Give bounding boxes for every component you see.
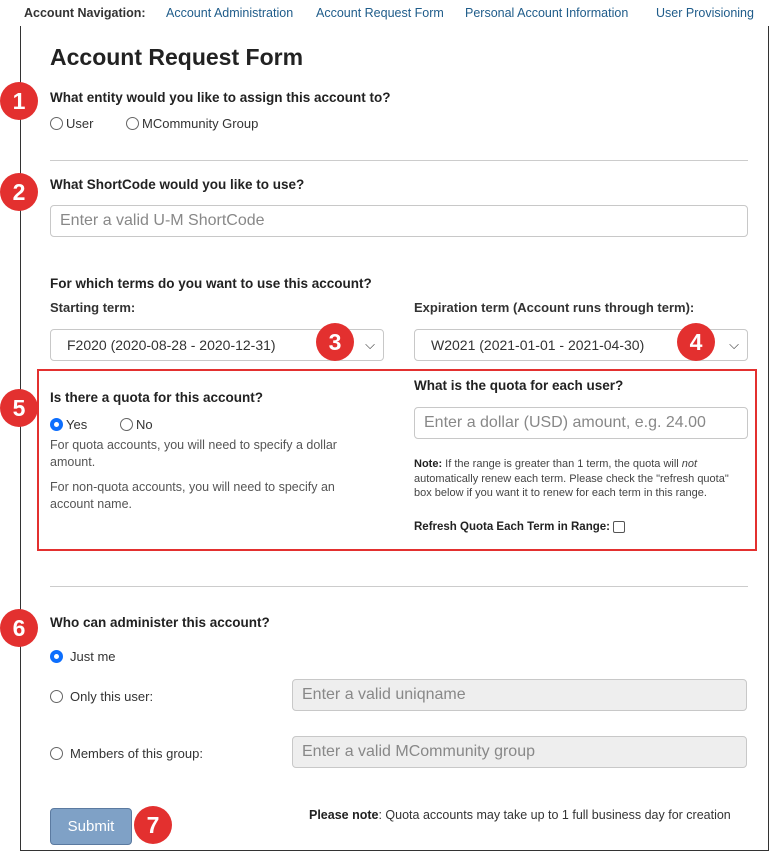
note-label: Note: (414, 458, 443, 470)
refresh-quota-field[interactable] (414, 521, 625, 533)
quota-radio-no[interactable] (120, 417, 153, 432)
entity-option-user-label: User (66, 116, 94, 131)
footnote-label: Please note (309, 808, 379, 822)
radio-circle[interactable] (120, 418, 133, 431)
quota-option-yes-label: Yes (66, 417, 88, 432)
expiration-term-label: Expiration term (Account runs through term): (414, 300, 695, 315)
nav-title: Account Navigation: (24, 6, 146, 20)
chevron-down-icon: ⌵ (365, 337, 375, 352)
quota-option-no-label: No (136, 417, 153, 432)
admin-radio-just-me[interactable] (50, 649, 116, 664)
radio-circle[interactable] (50, 690, 63, 703)
divider (50, 160, 748, 161)
footnote-text: : Quota accounts may take up to 1 full business day for creation (378, 808, 731, 822)
radio-circle[interactable] (126, 117, 139, 130)
admin-just-me-label: Just me (70, 649, 116, 664)
step-badge-3: 3 (316, 323, 354, 361)
entity-radio-mcommunity-group[interactable] (126, 116, 258, 131)
step-badge-2: 2 (0, 173, 38, 211)
radio-circle[interactable] (50, 117, 63, 130)
shortcode-question: What ShortCode would you like to use? (50, 177, 305, 192)
creation-note (309, 808, 731, 822)
starting-term-value: F2020 (2020-08-28 - 2020-12-31) (67, 337, 276, 353)
quota-amount-input[interactable]: Enter a dollar (USD) amount, e.g. 24.00 (414, 407, 748, 439)
admin-radio-only-user[interactable] (50, 689, 153, 704)
step-badge-7: 7 (134, 806, 172, 844)
step-badge-1: 1 (0, 82, 38, 120)
note-text-1: If the range is greater than 1 term, the quota will (442, 458, 682, 470)
radio-circle-selected[interactable] (50, 650, 63, 663)
nav-link-user-provisioning[interactable]: User Provisioning (656, 6, 754, 20)
quota-note (414, 457, 744, 501)
step-badge-5: 5 (0, 389, 38, 427)
terms-question: For which terms do you want to use this account? (50, 276, 372, 291)
expiration-term-value: W2021 (2021-01-01 - 2021-04-30) (431, 337, 645, 353)
quota-help-text: For quota accounts, you will need to specify a dollar amount. (50, 438, 337, 469)
entity-option-group-label: MCommunity Group (142, 116, 259, 131)
submit-button[interactable]: Submit (50, 808, 132, 845)
step-badge-4: 4 (677, 323, 715, 361)
refresh-quota-checkbox[interactable] (613, 521, 625, 533)
radio-circle[interactable] (50, 747, 63, 760)
refresh-quota-label: Refresh Quota Each Term in Range: (414, 521, 610, 533)
account-navigation (20, 0, 771, 26)
admin-group-label: Members of this group: (70, 746, 203, 761)
note-text-2: automatically renew each term. Please check the "refresh quota" box below if you want it to renew for each term in this range. (414, 472, 729, 499)
quota-radio-yes[interactable] (50, 417, 87, 432)
radio-circle-selected[interactable] (50, 418, 63, 431)
nav-link-personal-account-information[interactable]: Personal Account Information (465, 6, 629, 20)
admin-question: Who can administer this account? (50, 615, 270, 630)
admin-uniqname-input[interactable]: Enter a valid uniqname (292, 679, 747, 711)
nav-link-account-request-form[interactable]: Account Request Form (316, 6, 444, 20)
entity-radio-user[interactable] (50, 116, 93, 131)
note-emphasis: not (681, 458, 698, 470)
nav-link-account-administration[interactable]: Account Administration (166, 6, 294, 20)
divider (50, 586, 748, 587)
quota-question: Is there a quota for this account? (50, 390, 264, 405)
starting-term-label: Starting term: (50, 300, 136, 315)
admin-radio-group[interactable] (50, 746, 203, 761)
nonquota-help-text: For non-quota accounts, you will need to specify an account name. (50, 480, 335, 511)
step-badge-6: 6 (0, 609, 38, 647)
admin-only-user-label: Only this user: (70, 689, 154, 704)
admin-group-input[interactable]: Enter a valid MCommunity group (292, 736, 747, 768)
quota-amount-question: What is the quota for each user? (414, 378, 624, 393)
entity-question: What entity would you like to assign this account to? (50, 90, 391, 105)
shortcode-input[interactable]: Enter a valid U-M ShortCode (50, 205, 748, 237)
page-title: Account Request Form (50, 44, 304, 70)
chevron-down-icon: ⌵ (729, 337, 739, 352)
